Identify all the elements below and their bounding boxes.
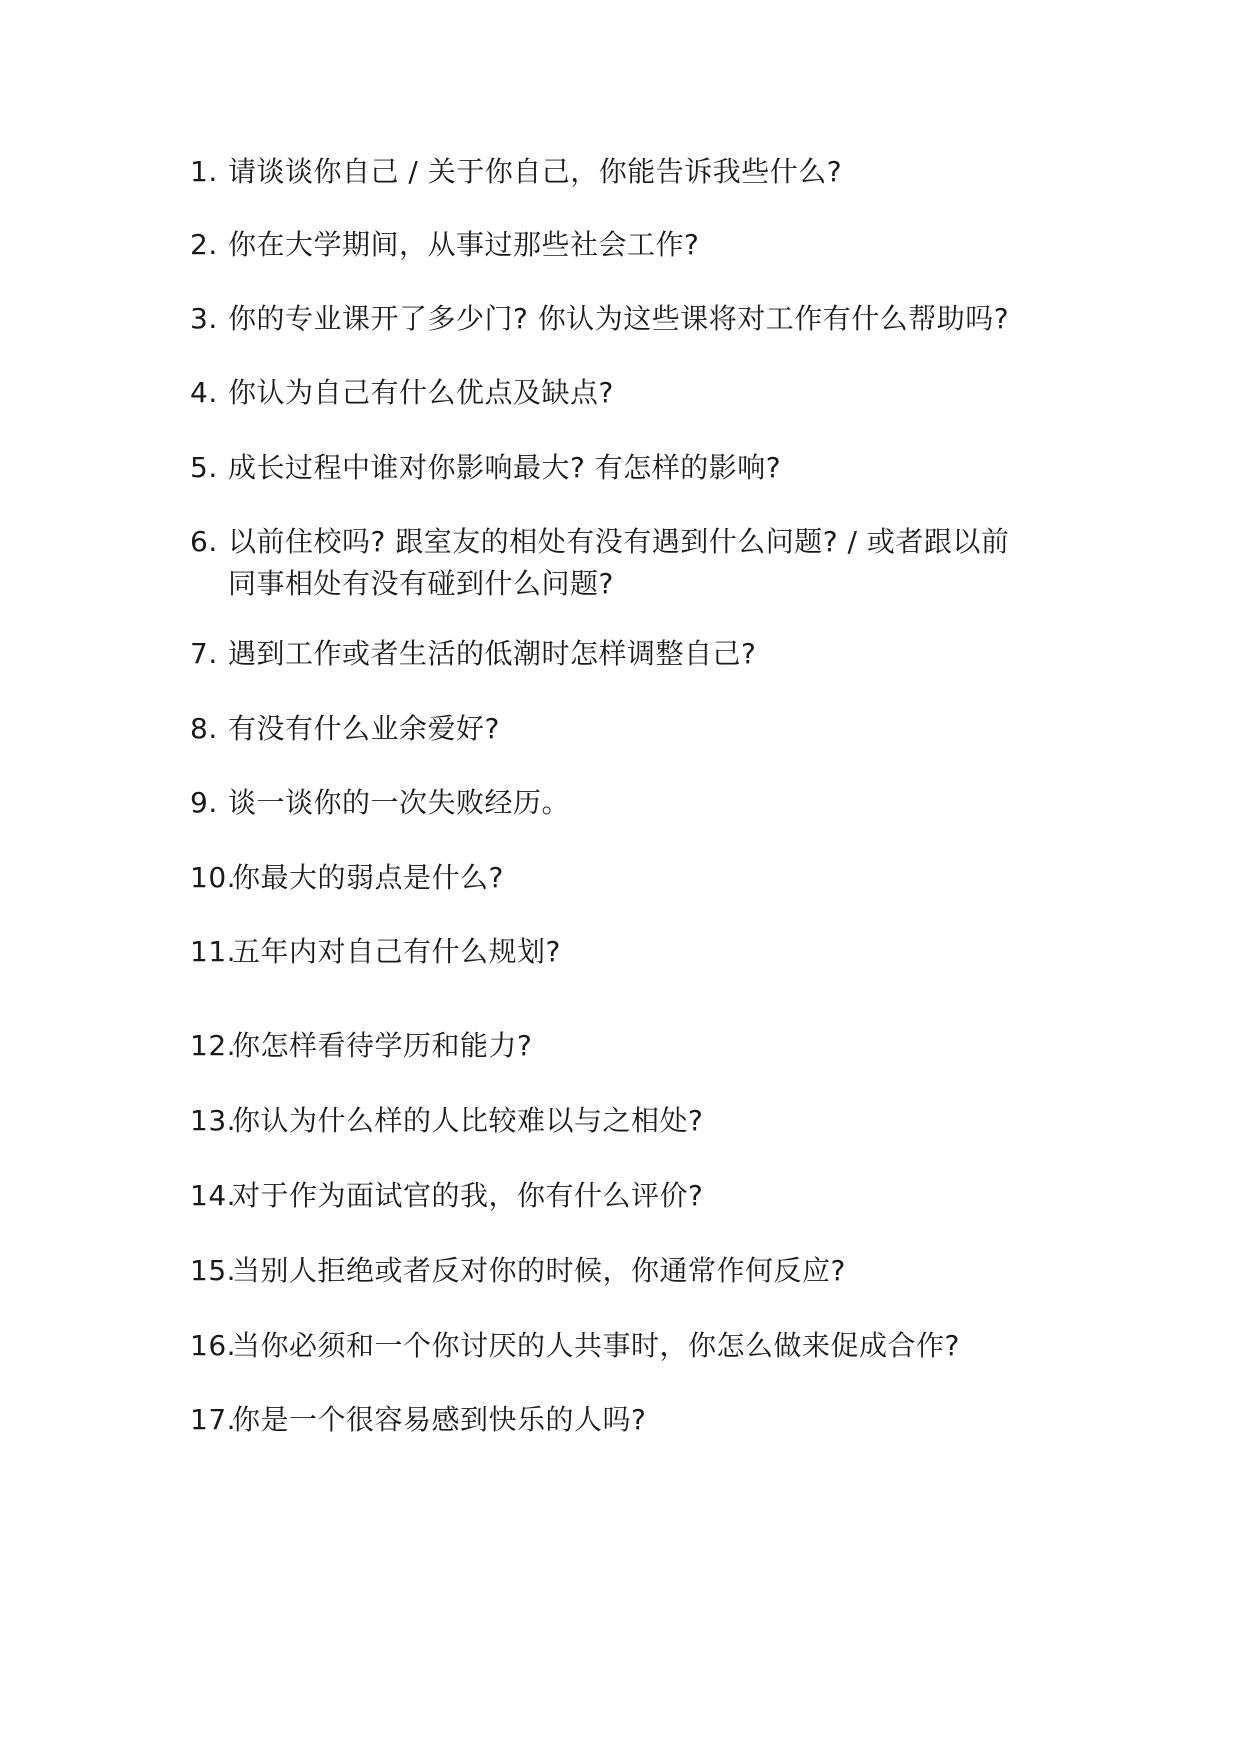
question-text: 你怎样看待学历和能力?: [232, 1029, 533, 1062]
question-item: [190, 224, 1070, 266]
question-text: 你在大学期间，从事过那些社会工作?: [228, 228, 700, 261]
question-item: [190, 151, 1070, 193]
question-text: 有没有什么业余爱好?: [228, 712, 500, 745]
question-item: [190, 1250, 1070, 1292]
question-item: [190, 521, 1070, 605]
question-number: 6.: [190, 525, 218, 558]
question-text: 请谈谈你自己 / 关于你自己，你能告诉我些什么?: [228, 155, 843, 188]
question-text: 五年内对自己有什么规划?: [232, 935, 561, 968]
question-number: 12.: [190, 1029, 237, 1062]
question-item: [190, 447, 1070, 489]
question-text: 你最大的弱点是什么?: [232, 861, 504, 894]
question-number: 4.: [190, 376, 218, 409]
question-text-continued: 同事相处有没有碰到什么问题?: [228, 567, 614, 600]
question-item: [190, 298, 1070, 340]
question-number: 10.: [190, 861, 237, 894]
question-number: 15.: [190, 1254, 237, 1287]
question-item: [190, 857, 1070, 899]
question-item: [190, 1325, 1070, 1367]
question-text: 你认为什么样的人比较难以与之相处?: [232, 1104, 704, 1137]
question-item: [190, 1025, 1070, 1067]
question-number: 2.: [190, 228, 218, 261]
question-text: 你的专业课开了多少门? 你认为这些课将对工作有什么帮助吗?: [228, 302, 1010, 335]
question-item: [190, 1175, 1070, 1217]
question-item: [190, 782, 1070, 824]
question-item: [190, 708, 1070, 750]
question-item: [190, 372, 1070, 414]
question-item: [190, 1399, 1070, 1441]
question-text: 以前住校吗? 跟室友的相处有没有遇到什么问题? / 或者跟以前: [228, 525, 1010, 558]
question-text: 你认为自己有什么优点及缺点?: [228, 376, 614, 409]
question-number: 16.: [190, 1329, 237, 1362]
question-item: [190, 633, 1070, 675]
question-text: 遇到工作或者生活的低潮时怎样调整自己?: [228, 637, 757, 670]
question-number: 8.: [190, 712, 218, 745]
question-text: 谈一谈你的一次失败经历。: [228, 786, 571, 819]
question-text: 你是一个很容易感到快乐的人吗?: [232, 1403, 647, 1436]
question-text: 当别人拒绝或者反对你的时候，你通常作何反应?: [232, 1254, 846, 1287]
question-number: 1.: [190, 155, 218, 188]
question-number: 13.: [190, 1104, 237, 1137]
question-number: 3.: [190, 302, 218, 335]
question-text: 当你必须和一个你讨厌的人共事时，你怎么做来促成合作?: [232, 1329, 960, 1362]
question-item: [190, 1100, 1070, 1142]
question-text: 成长过程中谁对你影响最大? 有怎样的影响?: [228, 451, 782, 484]
question-number: 17.: [190, 1403, 237, 1436]
question-text: 对于作为面试官的我，你有什么评价?: [232, 1179, 704, 1212]
question-number: 14.: [190, 1179, 237, 1212]
question-item: [190, 931, 1070, 973]
question-number: 9.: [190, 786, 218, 819]
question-number: 5.: [190, 451, 218, 484]
question-number: 7.: [190, 637, 218, 670]
question-number: 11.: [190, 935, 237, 968]
